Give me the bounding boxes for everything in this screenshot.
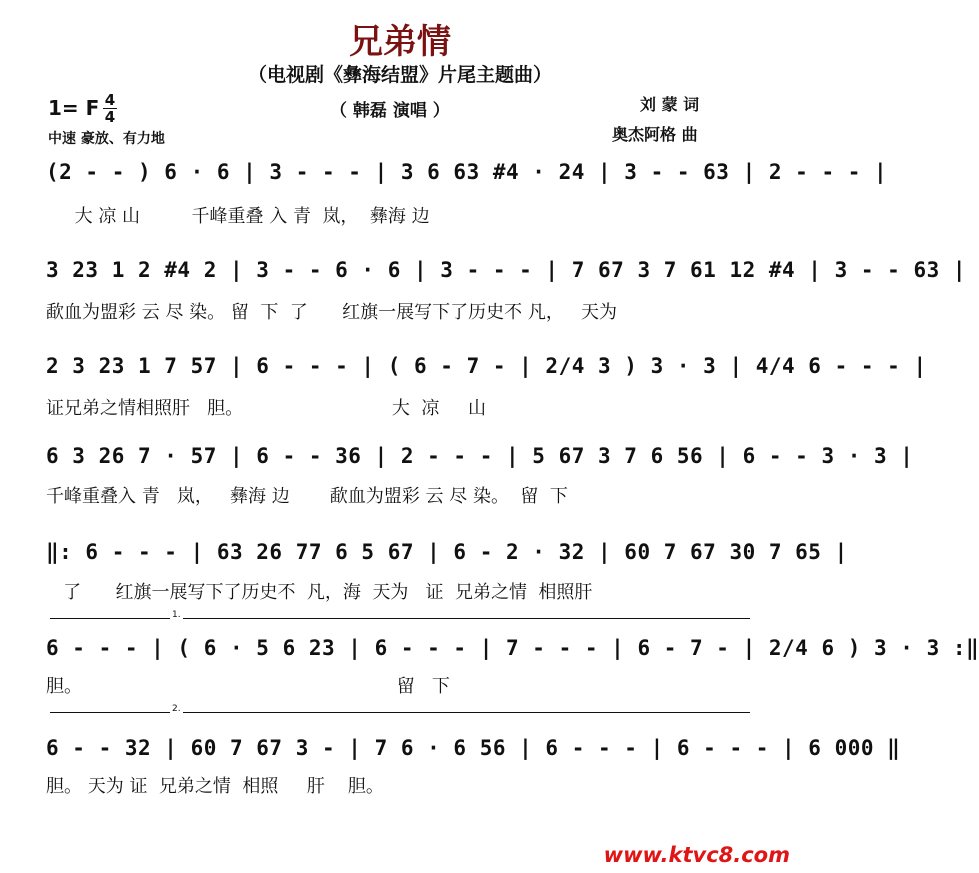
site-watermark: www.ktvc8.com bbox=[603, 843, 790, 867]
lyrics-row-1: 大 凉 山 千峰重叠 入 青 岚， 彝海 边 bbox=[46, 206, 430, 227]
notation-row-6: 6 - - - | ( 6 · 5 6 23 | 6 - - - | 7 - - - | 6 - 7 - | 2/4 6 ) 3 · 3 :‖ bbox=[46, 636, 979, 660]
lyricist-credit: 刘 蒙 词 bbox=[640, 95, 700, 114]
lyrics-row-6: 胆。 留 下 bbox=[46, 676, 450, 697]
time-signature bbox=[102, 92, 118, 125]
singer-credit: （ 韩磊 演唱 ） bbox=[330, 101, 450, 121]
song-subtitle: （电视剧《彝海结盟》片尾主题曲） bbox=[247, 64, 552, 86]
first-ending-number: 1. bbox=[172, 610, 181, 620]
time-signature-bottom: 4 bbox=[104, 108, 116, 126]
song-title: 兄弟情 bbox=[349, 22, 451, 62]
first-ending-bracket bbox=[50, 610, 750, 629]
lyrics-row-3: 证兄弟之情相照肝 胆。 大 凉 山 bbox=[46, 398, 486, 419]
tempo-marking: 中速 豪放、有力地 bbox=[48, 131, 165, 147]
notation-row-1: (2 - - ) 6 · 6 | 3 - - - | 3 6 63 #4 · 24 | 3 - - 63 | 2 - - - | bbox=[46, 160, 888, 184]
lyrics-row-5: 了 红旗一展写下了历史不 凡，海 天为 证 兄弟之情 相照肝 bbox=[46, 582, 593, 603]
notation-row-5: ‖: 6 - - - | 63 26 77 6 5 67 | 6 - 2 · 32 | 60 7 67 30 7 65 | bbox=[46, 540, 848, 564]
second-ending-number: 2. bbox=[172, 704, 181, 714]
notation-row-2: 3 23 1 2 #4 2 | 3 - - 6 · 6 | 3 - - - | 7 67 3 7 61 12 #4 | 3 - - 63 | bbox=[46, 258, 967, 282]
key-signature: 1= F bbox=[48, 96, 100, 120]
composer-credit: 奥杰阿格 曲 bbox=[612, 125, 698, 144]
lyrics-row-2: 歃血为盟彩 云 尽 染。 留 下 了 红旗一展写下了历史不 凡， 天为 bbox=[46, 302, 617, 323]
notation-row-3: 2 3 23 1 7 57 | 6 - - - | ( 6 - 7 - | 2/4 3 ) 3 · 3 | 4/4 6 - - - | bbox=[46, 354, 927, 378]
notation-row-4: 6 3 26 7 · 57 | 6 - - 36 | 2 - - - | 5 67 3 7 6 56 | 6 - - 3 · 3 | bbox=[46, 444, 914, 468]
lyrics-row-7: 胆。 天为 证 兄弟之情 相照 肝 胆。 bbox=[46, 776, 384, 797]
time-signature-top: 4 bbox=[104, 91, 116, 109]
second-ending-bracket bbox=[50, 704, 750, 723]
notation-row-7: 6 - - 32 | 60 7 67 3 - | 7 6 · 6 56 | 6 - - - | 6 - - - | 6 000 ‖ bbox=[46, 736, 901, 760]
lyrics-row-4: 千峰重叠入 青 岚， 彝海 边 歃血为盟彩 云 尽 染。 留 下 bbox=[46, 486, 568, 507]
